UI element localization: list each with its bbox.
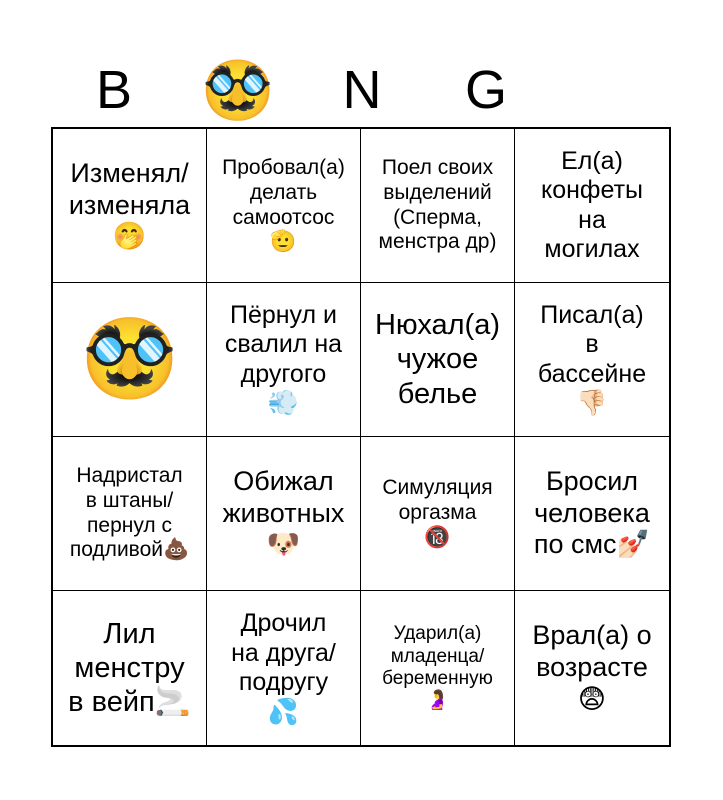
bingo-free-space[interactable]: [53, 283, 207, 437]
bingo-cell-r4c1[interactable]: [53, 591, 207, 745]
bingo-cell-r1c2[interactable]: [207, 129, 361, 283]
bingo-cell-r2c4[interactable]: [515, 283, 669, 437]
cell-text: Лил менстру в вейп🚬: [68, 617, 191, 719]
cell-text: Надристал в штаны/ пернул с подливой💩: [69, 463, 190, 562]
bingo-cell-r1c3[interactable]: [361, 129, 515, 283]
bingo-header: [52, 52, 672, 128]
cell-text: Пёрнул и свалил на другого 💨: [224, 300, 343, 417]
cell-text: Пробовал(а) делать самоотсос 🫡: [222, 155, 345, 254]
bingo-board: [51, 127, 671, 747]
cell-text: Дрочил на друга/ подругу 💦: [231, 609, 336, 726]
header-letter-n: N: [342, 60, 382, 120]
bingo-cell-r4c3[interactable]: [361, 591, 515, 745]
header-letter-b: B: [95, 60, 133, 120]
bingo-cell-r1c1[interactable]: [53, 129, 207, 283]
bingo-cell-r3c4[interactable]: [515, 437, 669, 591]
bingo-cell-r2c3[interactable]: [361, 283, 515, 437]
header-letter-g: G: [464, 60, 507, 120]
cell-text: Нюхал(а) чужое белье: [374, 309, 501, 410]
bingo-cell-r3c3[interactable]: [361, 437, 515, 591]
cell-text: Ел(а) конфеты на могилах: [541, 146, 643, 263]
cell-text: Ударил(а) младенца/ беременную 🤰: [382, 623, 493, 712]
cell-text: Писал(а) в бассейне 👎🏻: [537, 300, 647, 417]
free-space-emoji: 🥸: [80, 314, 179, 405]
bingo-cell-r3c1[interactable]: [53, 437, 207, 591]
bingo-cell-r2c2[interactable]: [207, 283, 361, 437]
cell-text: Изменял/ изменяла 🤭: [68, 157, 191, 252]
bingo-cell-r4c2[interactable]: [207, 591, 361, 745]
header-disguise-emoji: 🥸: [201, 56, 275, 124]
cell-text: Обижал животных 🐶: [222, 465, 345, 560]
cell-text: Врал(а) о возрасте 😨: [532, 620, 652, 714]
cell-text: Симуляция оргазма 🔞: [382, 476, 493, 549]
bingo-cell-r4c4[interactable]: [515, 591, 669, 745]
bingo-cell-r3c2[interactable]: [207, 437, 361, 591]
cell-text: Поел своих выделений (Сперма, менстра др): [378, 155, 497, 254]
cell-text: Бросил человека по смс💅🏻: [533, 465, 651, 560]
bingo-cell-r1c4[interactable]: [515, 129, 669, 283]
